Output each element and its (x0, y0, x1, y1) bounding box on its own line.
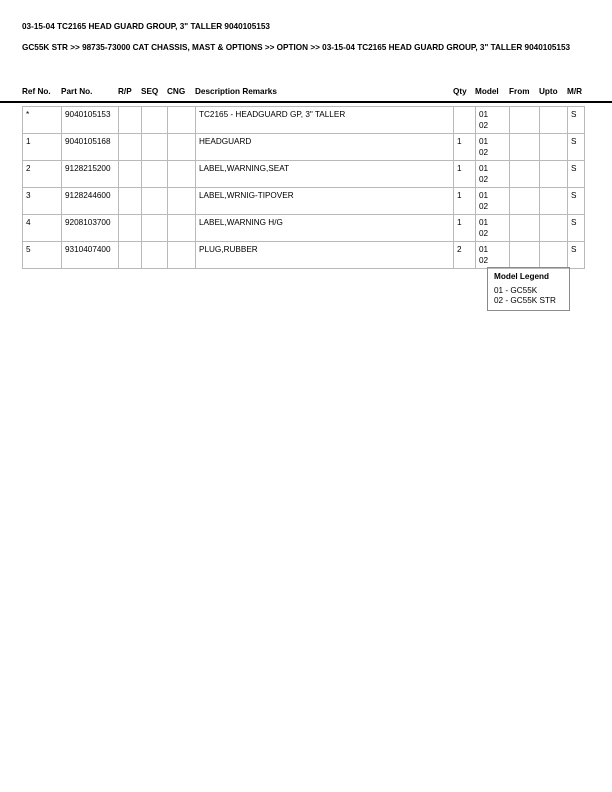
part-no-cell: 9128215200 (62, 161, 119, 188)
table-row (23, 161, 585, 188)
model-cell (476, 107, 510, 134)
model-code: 02 (479, 147, 489, 157)
part-no-cell: 9040105168 (62, 134, 119, 161)
part-no-cell: 9128244600 (62, 188, 119, 215)
part-no-cell: 9040105153 (62, 107, 119, 134)
model-cell (476, 161, 510, 188)
breadcrumb: GC55K STR >> 98735-73000 CAT CHASSIS, MAST & OPTIONS >> OPTION >> 03-15-04 TC2165 HEAD GUARD GROUP, 3" TALLER 9040105153 (22, 43, 571, 52)
mr-cell: S (568, 134, 585, 161)
from-cell (510, 242, 540, 269)
ref-no-cell: 5 (23, 242, 62, 269)
cng-cell (168, 188, 196, 215)
model-legend-item: 02 - GC55K STR (494, 296, 556, 305)
header-divider (0, 101, 612, 103)
rp-cell (119, 134, 142, 161)
from-cell (510, 107, 540, 134)
description-cell: HEADGUARD (196, 134, 454, 161)
model-code: 02 (479, 255, 489, 265)
column-header-mr: M/R (567, 87, 583, 96)
column-header-from: From (509, 87, 530, 96)
ref-no-cell: * (23, 107, 62, 134)
model-legend (487, 267, 570, 311)
model-legend-item: 01 - GC55K (494, 286, 538, 295)
mr-cell: S (568, 188, 585, 215)
seq-cell (142, 188, 168, 215)
cng-cell (168, 107, 196, 134)
rp-cell (119, 242, 142, 269)
cng-cell (168, 242, 196, 269)
qty-cell (454, 107, 476, 134)
ref-no-cell: 3 (23, 188, 62, 215)
rp-cell (119, 215, 142, 242)
qty-cell: 1 (454, 134, 476, 161)
upto-cell (540, 188, 568, 215)
model-code: 02 (479, 174, 489, 184)
column-header-upto: Upto (539, 87, 558, 96)
mr-cell: S (568, 161, 585, 188)
upto-cell (540, 161, 568, 188)
mr-cell: S (568, 107, 585, 134)
qty-cell: 2 (454, 242, 476, 269)
seq-cell (142, 107, 168, 134)
model-cell (476, 188, 510, 215)
mr-cell: S (568, 242, 585, 269)
column-header-cng: CNG (167, 87, 186, 96)
column-header-qty: Qty (453, 87, 467, 96)
rp-cell (119, 107, 142, 134)
seq-cell (142, 215, 168, 242)
model-code: 01 (479, 191, 489, 200)
column-header-part-no: Part No. (61, 87, 93, 96)
model-legend-title: Model Legend (494, 272, 550, 281)
column-header-row (22, 87, 590, 99)
part-no-cell: 9208103700 (62, 215, 119, 242)
mr-cell: S (568, 215, 585, 242)
from-cell (510, 134, 540, 161)
page-title: 03-15-04 TC2165 HEAD GUARD GROUP, 3" TALLER 9040105153 (22, 22, 270, 31)
table-row (23, 215, 585, 242)
model-code: 02 (479, 120, 489, 130)
parts-table (22, 106, 585, 269)
from-cell (510, 161, 540, 188)
model-cell (476, 134, 510, 161)
from-cell (510, 215, 540, 242)
column-header-ref-no: Ref No. (22, 87, 51, 96)
rp-cell (119, 188, 142, 215)
qty-cell: 1 (454, 161, 476, 188)
upto-cell (540, 107, 568, 134)
table-row (23, 107, 585, 134)
seq-cell (142, 134, 168, 161)
from-cell (510, 188, 540, 215)
qty-cell: 1 (454, 188, 476, 215)
model-code: 01 (479, 245, 489, 254)
seq-cell (142, 161, 168, 188)
upto-cell (540, 215, 568, 242)
model-code: 01 (479, 218, 489, 227)
column-header-seq: SEQ (141, 87, 159, 96)
model-code: 01 (479, 137, 489, 146)
model-code: 01 (479, 164, 489, 173)
description-cell: LABEL,WARNING,SEAT (196, 161, 454, 188)
column-header-description: Description Remarks (195, 87, 277, 96)
table-row (23, 188, 585, 215)
upto-cell (540, 134, 568, 161)
description-cell: PLUG,RUBBER (196, 242, 454, 269)
cng-cell (168, 134, 196, 161)
upto-cell (540, 242, 568, 269)
table-row (23, 134, 585, 161)
ref-no-cell: 1 (23, 134, 62, 161)
description-cell: LABEL,WARNING H/G (196, 215, 454, 242)
description-cell: TC2165 - HEADGUARD GP, 3" TALLER (196, 107, 454, 134)
column-header-rp: R/P (118, 87, 132, 96)
qty-cell: 1 (454, 215, 476, 242)
rp-cell (119, 161, 142, 188)
part-no-cell: 9310407400 (62, 242, 119, 269)
table-row (23, 242, 585, 269)
ref-no-cell: 4 (23, 215, 62, 242)
description-cell: LABEL,WRNIG-TIPOVER (196, 188, 454, 215)
seq-cell (142, 242, 168, 269)
column-header-model: Model (475, 87, 499, 96)
model-cell (476, 215, 510, 242)
model-cell (476, 242, 510, 269)
ref-no-cell: 2 (23, 161, 62, 188)
model-code: 01 (479, 110, 489, 119)
cng-cell (168, 215, 196, 242)
model-code: 02 (479, 201, 489, 211)
model-code: 02 (479, 228, 489, 238)
cng-cell (168, 161, 196, 188)
